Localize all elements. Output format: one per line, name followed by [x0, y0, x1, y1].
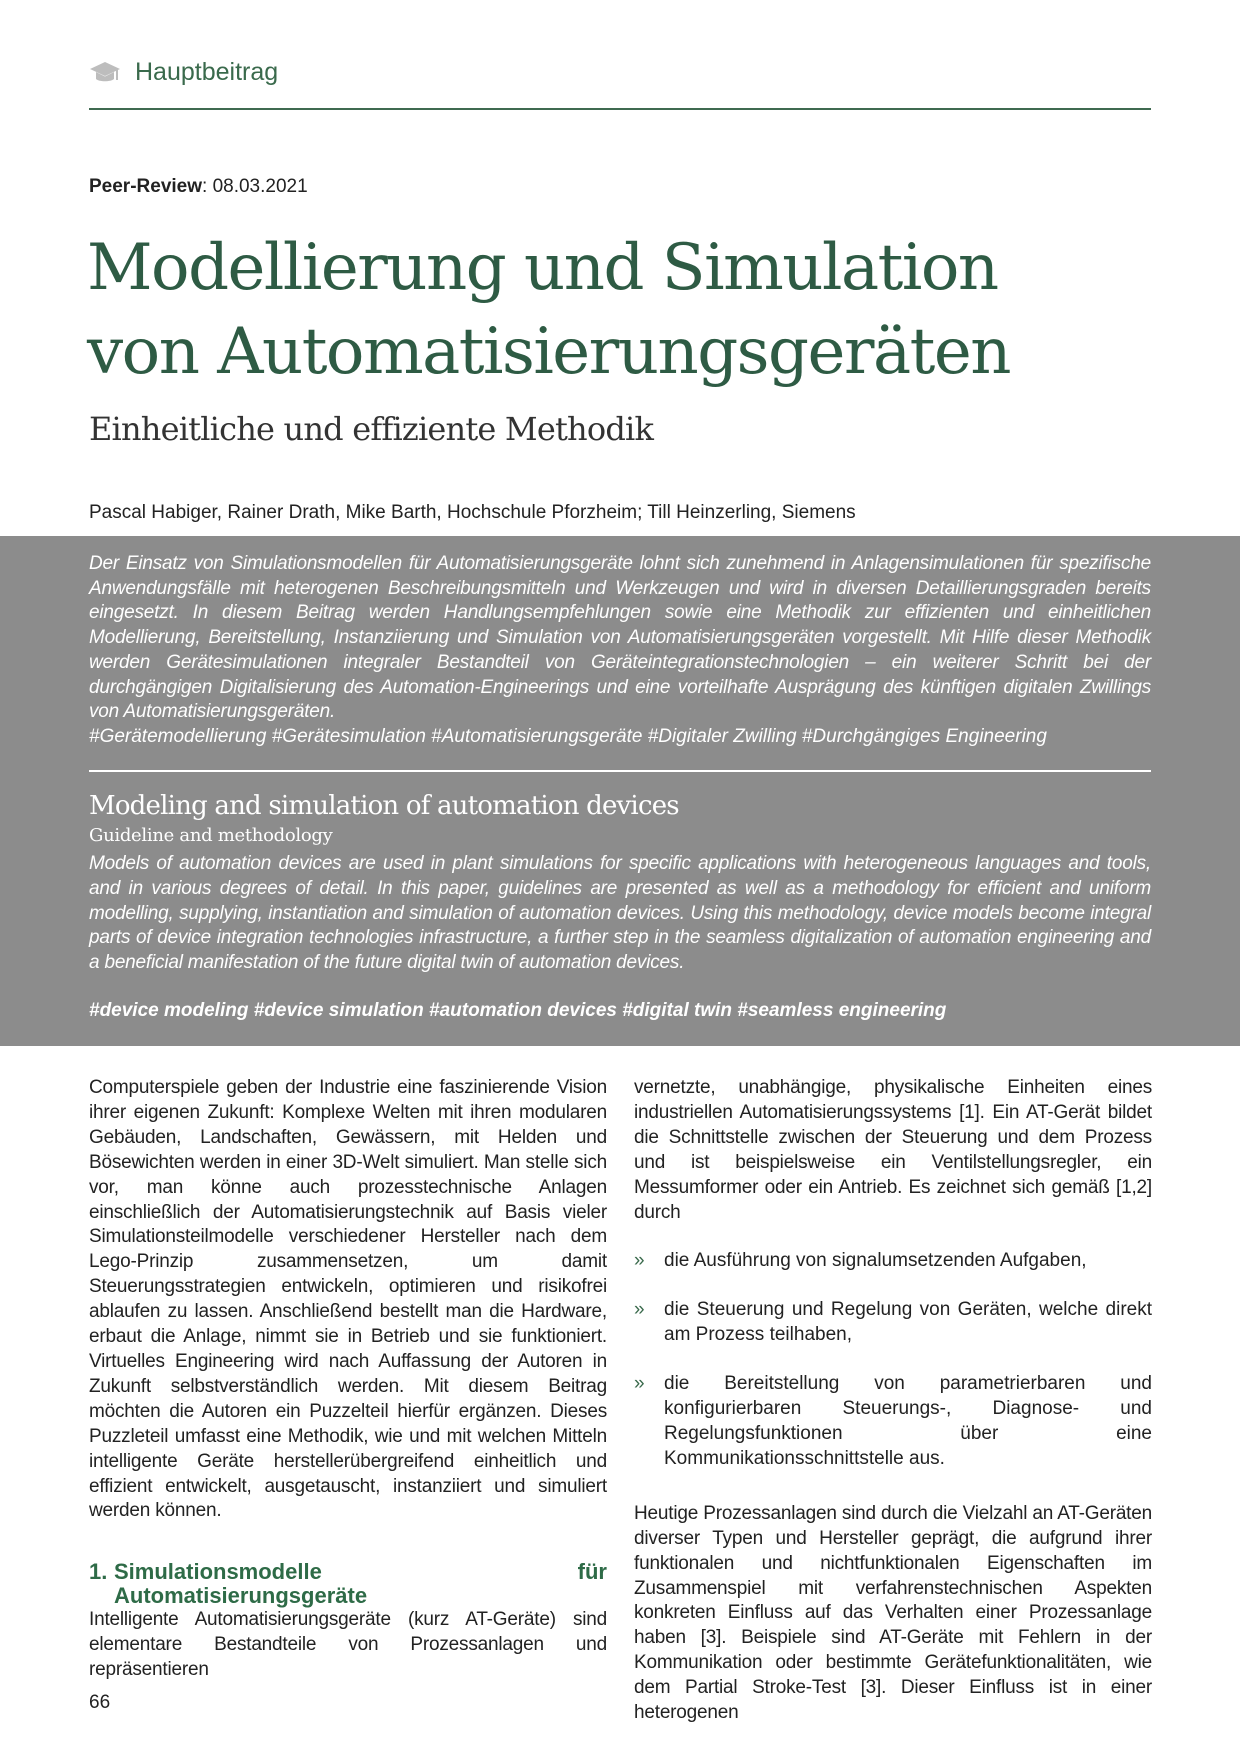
article-title [87, 226, 1010, 394]
keywords-english: #device modeling #device simulation #automation devices #digital twin #seamless engineering [89, 1000, 947, 1021]
section-heading [89, 1560, 607, 1608]
section-paragraph: Intelligente Automatisierungsgeräte (kurz AT-Geräte) sind elementare Bestandteile von Prozessanlagen und repräsentieren [89, 1609, 607, 1681]
list-item: » die Bereitstellung von parametrierbaren und konfigurierbaren Steuerungs-, Diagnose- und Regelungsfunktionen über eine Kommunikationsschnittstelle aus. [634, 1372, 1152, 1472]
graduation-cap-icon [89, 60, 121, 86]
body-column-left [89, 1076, 607, 1683]
list-item: » die Ausführung von signalumsetzenden Aufgaben, [634, 1249, 1152, 1274]
peer-review-line [89, 176, 308, 198]
page-number: 66 [89, 1692, 111, 1713]
abstract-divider [89, 770, 1151, 772]
section-number: 1. [89, 1559, 108, 1585]
peer-review-label: Peer-Review [89, 176, 203, 197]
feature-list [634, 1249, 1152, 1471]
bullet-marker: » [634, 1299, 645, 1321]
abstract-box [0, 536, 1240, 1046]
section-title: Simulationsmodelle für Automatisierungsgeräte [114, 1559, 607, 1609]
title-line-1: Modellierung und Simulation [87, 231, 998, 305]
peer-review-date: : 08.03.2021 [202, 176, 308, 197]
abstract-english: Models of automation devices are used in plant simulations for specific applications with heterogeneous languages and tools, and in various degrees of detail. In this paper, guidelines are presented as well as a methodology for efficient and uniform modelling, supplying, instantiation and simulation of automation devices. Using this methodology, device models become integral parts of device integration technologies infrastructure, a further step in the seamless digitalization of automation engineering and a beneficial manifestation of the future digital twin of automation devices. [89, 853, 1151, 974]
article-subtitle: Einheitliche und effiziente Methodik [89, 410, 654, 448]
bullet-marker: » [634, 1373, 645, 1395]
title-line-2: von Automatisierungsgeräten [87, 315, 1010, 389]
abstract-german: Der Einsatz von Simulationsmodellen für Automatisierungsgeräte lohnt sich zunehmend in Anlagensimulationen für spezifische Anwendungsfälle mit heterogenen Beschreibungsmitteln und Werkzeugen und wird in diversen Detaillierungsgraden bereits eingesetzt. In diesem Beitrag werden Handlungsempfehlungen sowie eine Methodik zur effizienten und einheitlichen Modellierung, Bereitstellung, Instanziierung und Simulation von Automatisierungsgeräten vorgestellt. Mit Hilfe dieser Methodik werden Gerätesimulationen integraler Bestandteil von Geräteintegrationstechnologien – ein weiterer Schritt bei der durchgängigen Digitalisierung des Automation-Engineerings und eine vorteilhafte Ausprägung des künftigen digitalen Zwillings von Automatisierungsgeräten. [89, 553, 1151, 723]
english-title: Modeling and simulation of automation devices [89, 791, 679, 821]
bullet-marker: » [634, 1250, 645, 1272]
right-paragraph-2: Heutige Prozessanlagen sind durch die Vielzahl an AT-Geräten diverser Typen und Hersteller geprägt, die aufgrund ihrer funktionalen und nichtfunktionalen Eigenschaften im Zusammenspiel mit verfahrenstechnischen Aspekten konkreten Einfluss auf das Verhalten einer Prozessanlage haben [3]. Beispiele sind AT-Geräte mit Fehlern in der Kommunikation oder bestimmte Gerätefunktionalitäten, wie dem Partial Stroke-Test [3]. Dieser Einfluss ist in einer heterogenen [634, 1502, 1152, 1724]
intro-paragraph: Computerspiele geben der Industrie eine faszinierende Vision ihrer eigenen Zukunft: Komplexe Welten mit ihren modularen Gebäuden, Landschaften, Gewässern, mit Helden und Bösewichten werden in einer 3D-Welt simuliert. Man stelle sich vor, man könne auch prozesstechnische Anlagen einschließlich der Automatisierungstechnik auf Basis vieler Simulationsteilmodelle verschiedener Hersteller nach dem Lego-Prinzip zusammensetzen, um damit Steuerungsstrategien entwickeln, optimieren und risikofrei ablaufen zu lassen. Anschließend bestellt man die Hardware, erbaut die Anlage, nimmt sie in Betrieb und sie funktioniert. Virtuelles Engineering wird nach Auffassung der Autoren in Zukunft selbstverständlich werden. Mit diesem Beitrag möchten die Autoren ein Puzzelteil hierfür ergänzen. Dieses Puzzleteil umfasst eine Methodik, wie und mit welchen Mitteln intelligente Geräte herstellerübergreifend einheitlich und effizient entwickelt, ausgetauscht, instanziiert und simuliert werden können. [89, 1077, 607, 1522]
right-paragraph-1: vernetzte, unabhängige, physikalische Einheiten eines industriellen Automatisierungssystems [1]. Ein AT-Gerät bildet die Schnittstelle zwischen der Steuerung und dem Prozess und ist beispielsweise ein Ventilstellungsregler, ein Messumformer oder ein Antrieb. Es zeichnet sich gemäß [1,2] durch [634, 1077, 1152, 1223]
page-header [89, 54, 1151, 110]
keywords-german: #Gerätemodellierung #Gerätesimulation #Automatisierungsgeräte #Digitaler Zwilling #Durchgängiges Engineering [89, 726, 1047, 747]
section-label: Hauptbeitrag [135, 58, 279, 86]
english-subtitle: Guideline and methodology [89, 825, 333, 846]
body-column-right [634, 1076, 1152, 1726]
list-item: » die Steuerung und Regelung von Geräten, welche direkt am Prozess teilhaben, [634, 1298, 1152, 1348]
authors: Pascal Habiger, Rainer Drath, Mike Barth, Hochschule Pforzheim; Till Heinzerling, Siemens [89, 502, 856, 523]
